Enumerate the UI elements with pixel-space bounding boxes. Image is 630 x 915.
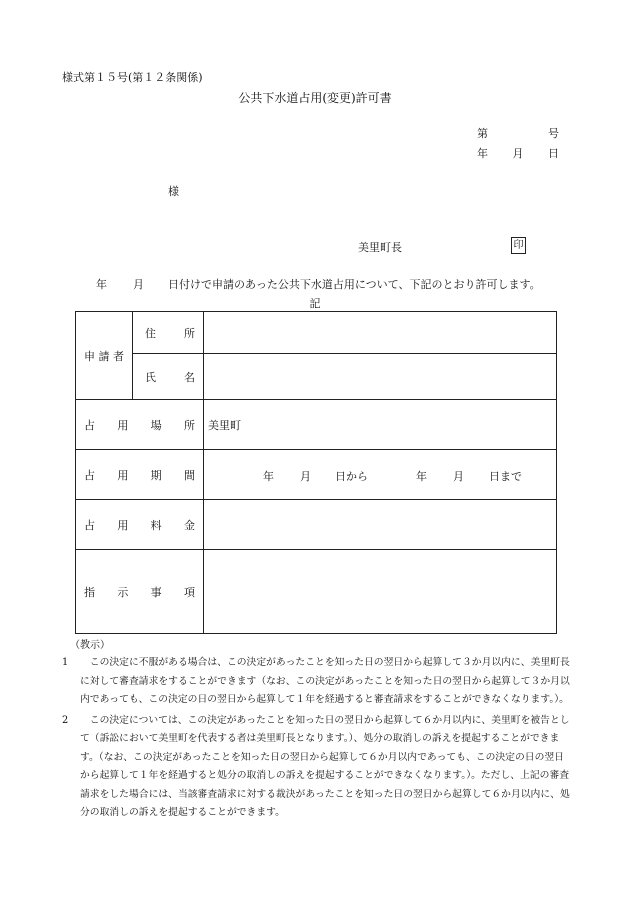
notes-heading: （教示） [70, 640, 110, 651]
intro-month: 月 [133, 278, 144, 291]
issuer-name: 美里町長 [358, 241, 402, 254]
period-value-cell: 年 月 日から 年 月 日まで [204, 450, 557, 500]
instructions-value-cell [204, 550, 557, 634]
intro-text: 日付けで申請のあった公共下水道占用について、下記のとおり許可します。 [168, 278, 541, 291]
date-day-label: 日 [548, 147, 559, 160]
seal-mark [511, 237, 526, 254]
date-month-label: 月 [512, 147, 524, 160]
table-row [76, 550, 557, 634]
addressee-honorific: 様 [168, 185, 179, 198]
instructions-label-cell: 指 示 事 項 [76, 550, 204, 634]
address-value-cell [204, 312, 557, 354]
table-row [76, 500, 557, 550]
note-number: 2 [62, 714, 69, 726]
place-label-cell: 占 用 場 所 [76, 400, 204, 450]
list-item [62, 712, 572, 823]
name-value-cell [204, 354, 557, 400]
number-label-suffix: 号 [548, 127, 559, 140]
seal-icon: 印 [511, 237, 526, 254]
note-number: 1 [62, 657, 69, 668]
permit-details-table [75, 311, 557, 634]
fee-value-cell [204, 500, 557, 550]
document-title: 公共下水道占用(変更)許可書 [238, 91, 392, 105]
table-row [76, 312, 557, 354]
table-row [76, 354, 557, 400]
note-text: この決定については、この決定があったことを知った日の翌日から起算して６か月以内に、美里町を被告として（訴訟において美里町を代表する者は美里町長となります。）、処分の取消しの訴えを提起することができます。（なお、この決定があったことを知った日の翌日から起算して６か月以内であっても、この決定の日の翌日から起算して１年を経過すると処分の取消しの訴えを提起することができなくなります。）。ただし、上記の審査請求をした場合には、当該審査請求に対する裁決があったことを知った日の翌日から起算して６か月以内に、処分の取消しの訴えを提起することができます。 [80, 714, 570, 818]
date-year-label: 年 [477, 147, 488, 160]
fee-label-cell: 占 用 料 金 [76, 500, 204, 550]
reference-number [477, 125, 559, 141]
applicant-label-cell: 申 請 者 [76, 312, 133, 400]
form-number: 様式第１５号(第１２条関係) [62, 71, 203, 84]
table-row [76, 400, 557, 450]
ki-label: 記 [309, 297, 321, 310]
period-label-cell: 占 用 期 間 [76, 450, 204, 500]
number-label-prefix: 第 [477, 127, 488, 140]
place-value-cell: 美里町 [204, 400, 557, 450]
note-text: この決定に不服がある場合は、この決定があったことを知った日の翌日から起算して３か月以内に、美里町長に対して審査請求をすることができます（なお、この決定があったことを知った日の翌日から起算して３か月以内であっても、この決定の日の翌日から起算して１年を経過すると審査請求をすることができなくなります。）。 [80, 657, 570, 705]
table-row [76, 450, 557, 500]
notes-list [62, 654, 572, 823]
list-item [62, 654, 572, 710]
issue-date [477, 145, 559, 161]
name-label-cell: 氏 名 [133, 354, 204, 400]
address-label-cell: 住 所 [133, 312, 204, 354]
intro-year: 年 [96, 278, 107, 291]
